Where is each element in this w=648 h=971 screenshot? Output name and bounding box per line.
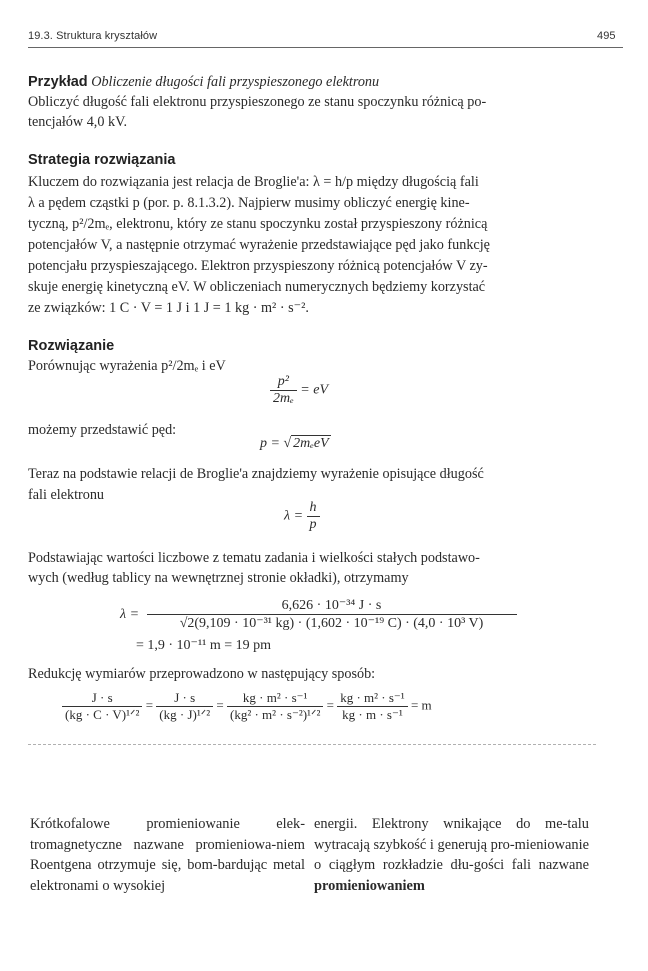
equation-momentum [260, 436, 331, 452]
right-column-term: promieniowaniem [314, 877, 425, 894]
example-text-2: tencjałów 4,0 kV. [28, 114, 128, 130]
fraction-numerator: h [309, 500, 317, 515]
substitution-line-2: wych (według tablicy na wewnętrznej stronie okładki), otrzymamy [28, 570, 409, 586]
fraction-denominator: (kg · C · V)¹ᐟ² [62, 706, 142, 723]
strategy-line-4: potencjałów V, a następnie otrzymać wyrażenie przedstawiające pęd jako funkcję [28, 237, 490, 253]
units-intro: Redukcję wymiarów przeprowadzono w następujący sposób: [28, 666, 376, 682]
equals-sign: = [326, 697, 334, 713]
momentum-intro: możemy przedstawić pęd: [28, 422, 177, 438]
solution-compare: Porównując wyrażenia p²/2mₑ i eV [28, 358, 226, 374]
fraction [307, 500, 320, 533]
fraction-denominator: kg · m · s⁻¹ [337, 706, 408, 723]
fraction-denominator: p [307, 516, 320, 533]
fraction-numerator: 6,626 · 10⁻³⁴ J · s [281, 598, 382, 613]
fraction [62, 690, 142, 723]
sqrt-sign: √ [283, 436, 292, 451]
example-text-1: Obliczyć długość fali elektronu przyspieszonego ze stanu spoczynku różnicą po- [28, 94, 487, 110]
running-header-section: 19.3. Struktura kryształów [28, 30, 158, 42]
numeric-result: = 1,9 · 10⁻¹¹ m = 19 pm [136, 638, 272, 653]
fraction-numerator: J · s [174, 690, 196, 705]
fraction-denominator: (kg · J)¹ᐟ² [156, 706, 213, 723]
strategy-line-6: skuje energię kinetyczną eV. W obliczeniach numerycznych będziemy korzystać [28, 279, 486, 295]
strategy-line-7: ze związków: 1 C · V = 1 J i 1 J = 1 kg · m² · s⁻². [28, 300, 309, 316]
fraction [227, 690, 323, 723]
substitution-line-1: Podstawiając wartości liczbowe z tematu zadania i wielkości stałych podstawo- [28, 550, 480, 566]
strategy-line-1: Kluczem do rozwiązania jest relacja de Broglie'a: λ = h/p między długością fali [28, 174, 479, 190]
page-number: 495 [597, 30, 616, 42]
fraction-denominator: 2mₑ [270, 390, 297, 407]
fraction-numerator: p² [277, 374, 289, 389]
example-end-divider [28, 744, 596, 745]
equation-kinetic-energy [270, 374, 328, 407]
equation-lhs: λ = [284, 508, 304, 524]
radicand: 2mₑeV [293, 436, 329, 451]
equation-units [62, 690, 432, 723]
example-title-line [28, 72, 596, 93]
equals-sign: = [216, 697, 224, 713]
equation-lhs: λ = [120, 606, 140, 622]
fraction-numerator: kg · m² · s⁻¹ [340, 690, 405, 705]
body-column-right [314, 814, 589, 896]
equation-numeric [120, 597, 517, 632]
equation-lhs: p = [260, 436, 280, 451]
units-result: = m [410, 697, 432, 713]
fraction-numerator: J · s [91, 690, 113, 705]
right-column-text: energii. Elektrony wnikające do me-talu wytracają szybkość i generują pro-mieniowanie o ciągłym rozkładzie dłu-gości fali nazwane [314, 816, 589, 874]
fraction-numerator: kg · m² · s⁻¹ [242, 690, 308, 705]
body-column-left: Krótkofalowe promieniowanie elek-tromagnetyczne nazwane promieniowa-niem Roentgena otrzymuje się, bom-bardując metal elektronami o wysokiej [30, 816, 305, 894]
debroglie-line-1: Teraz na podstawie relacji de Broglie'a znajdziemy wyrażenie opisujące długość [28, 466, 484, 482]
fraction [337, 690, 408, 723]
example-title: Obliczenie długości fali przyspieszonego elektronu [91, 74, 380, 90]
fraction [270, 374, 297, 407]
solution-heading: Rozwiązanie [28, 338, 115, 354]
strategy-line-2: λ a pędem cząstki p (por. p. 8.1.3.2). Najpierw musimy obliczyć energię kine- [28, 195, 470, 211]
fraction-denominator: √2(9,109 · 10⁻³¹ kg) · (1,602 · 10⁻¹⁹ C) · (4,0 · 10³ V) [147, 614, 517, 632]
strategy-heading: Strategia rozwiązania [28, 152, 176, 168]
fraction [156, 690, 213, 723]
equals-sign: = [145, 697, 154, 713]
strategy-line-3: tyczną, p²/2mₑ, elektronu, który ze stanu spoczynku został przyspieszony różnicą [28, 216, 488, 232]
strategy-line-5: potencjału przyspieszającego. Elektron przyspieszony różnicą potencjałów V zy- [28, 258, 488, 274]
fraction-denominator: (kg² · m² · s⁻²)¹ᐟ² [227, 706, 323, 723]
example-label: Przykład [28, 74, 88, 90]
fraction [147, 597, 517, 632]
header-rule [28, 47, 623, 48]
equation-debroglie [284, 500, 320, 533]
debroglie-line-2: fali elektronu [28, 487, 105, 503]
equation-rhs: = eV [300, 382, 328, 398]
